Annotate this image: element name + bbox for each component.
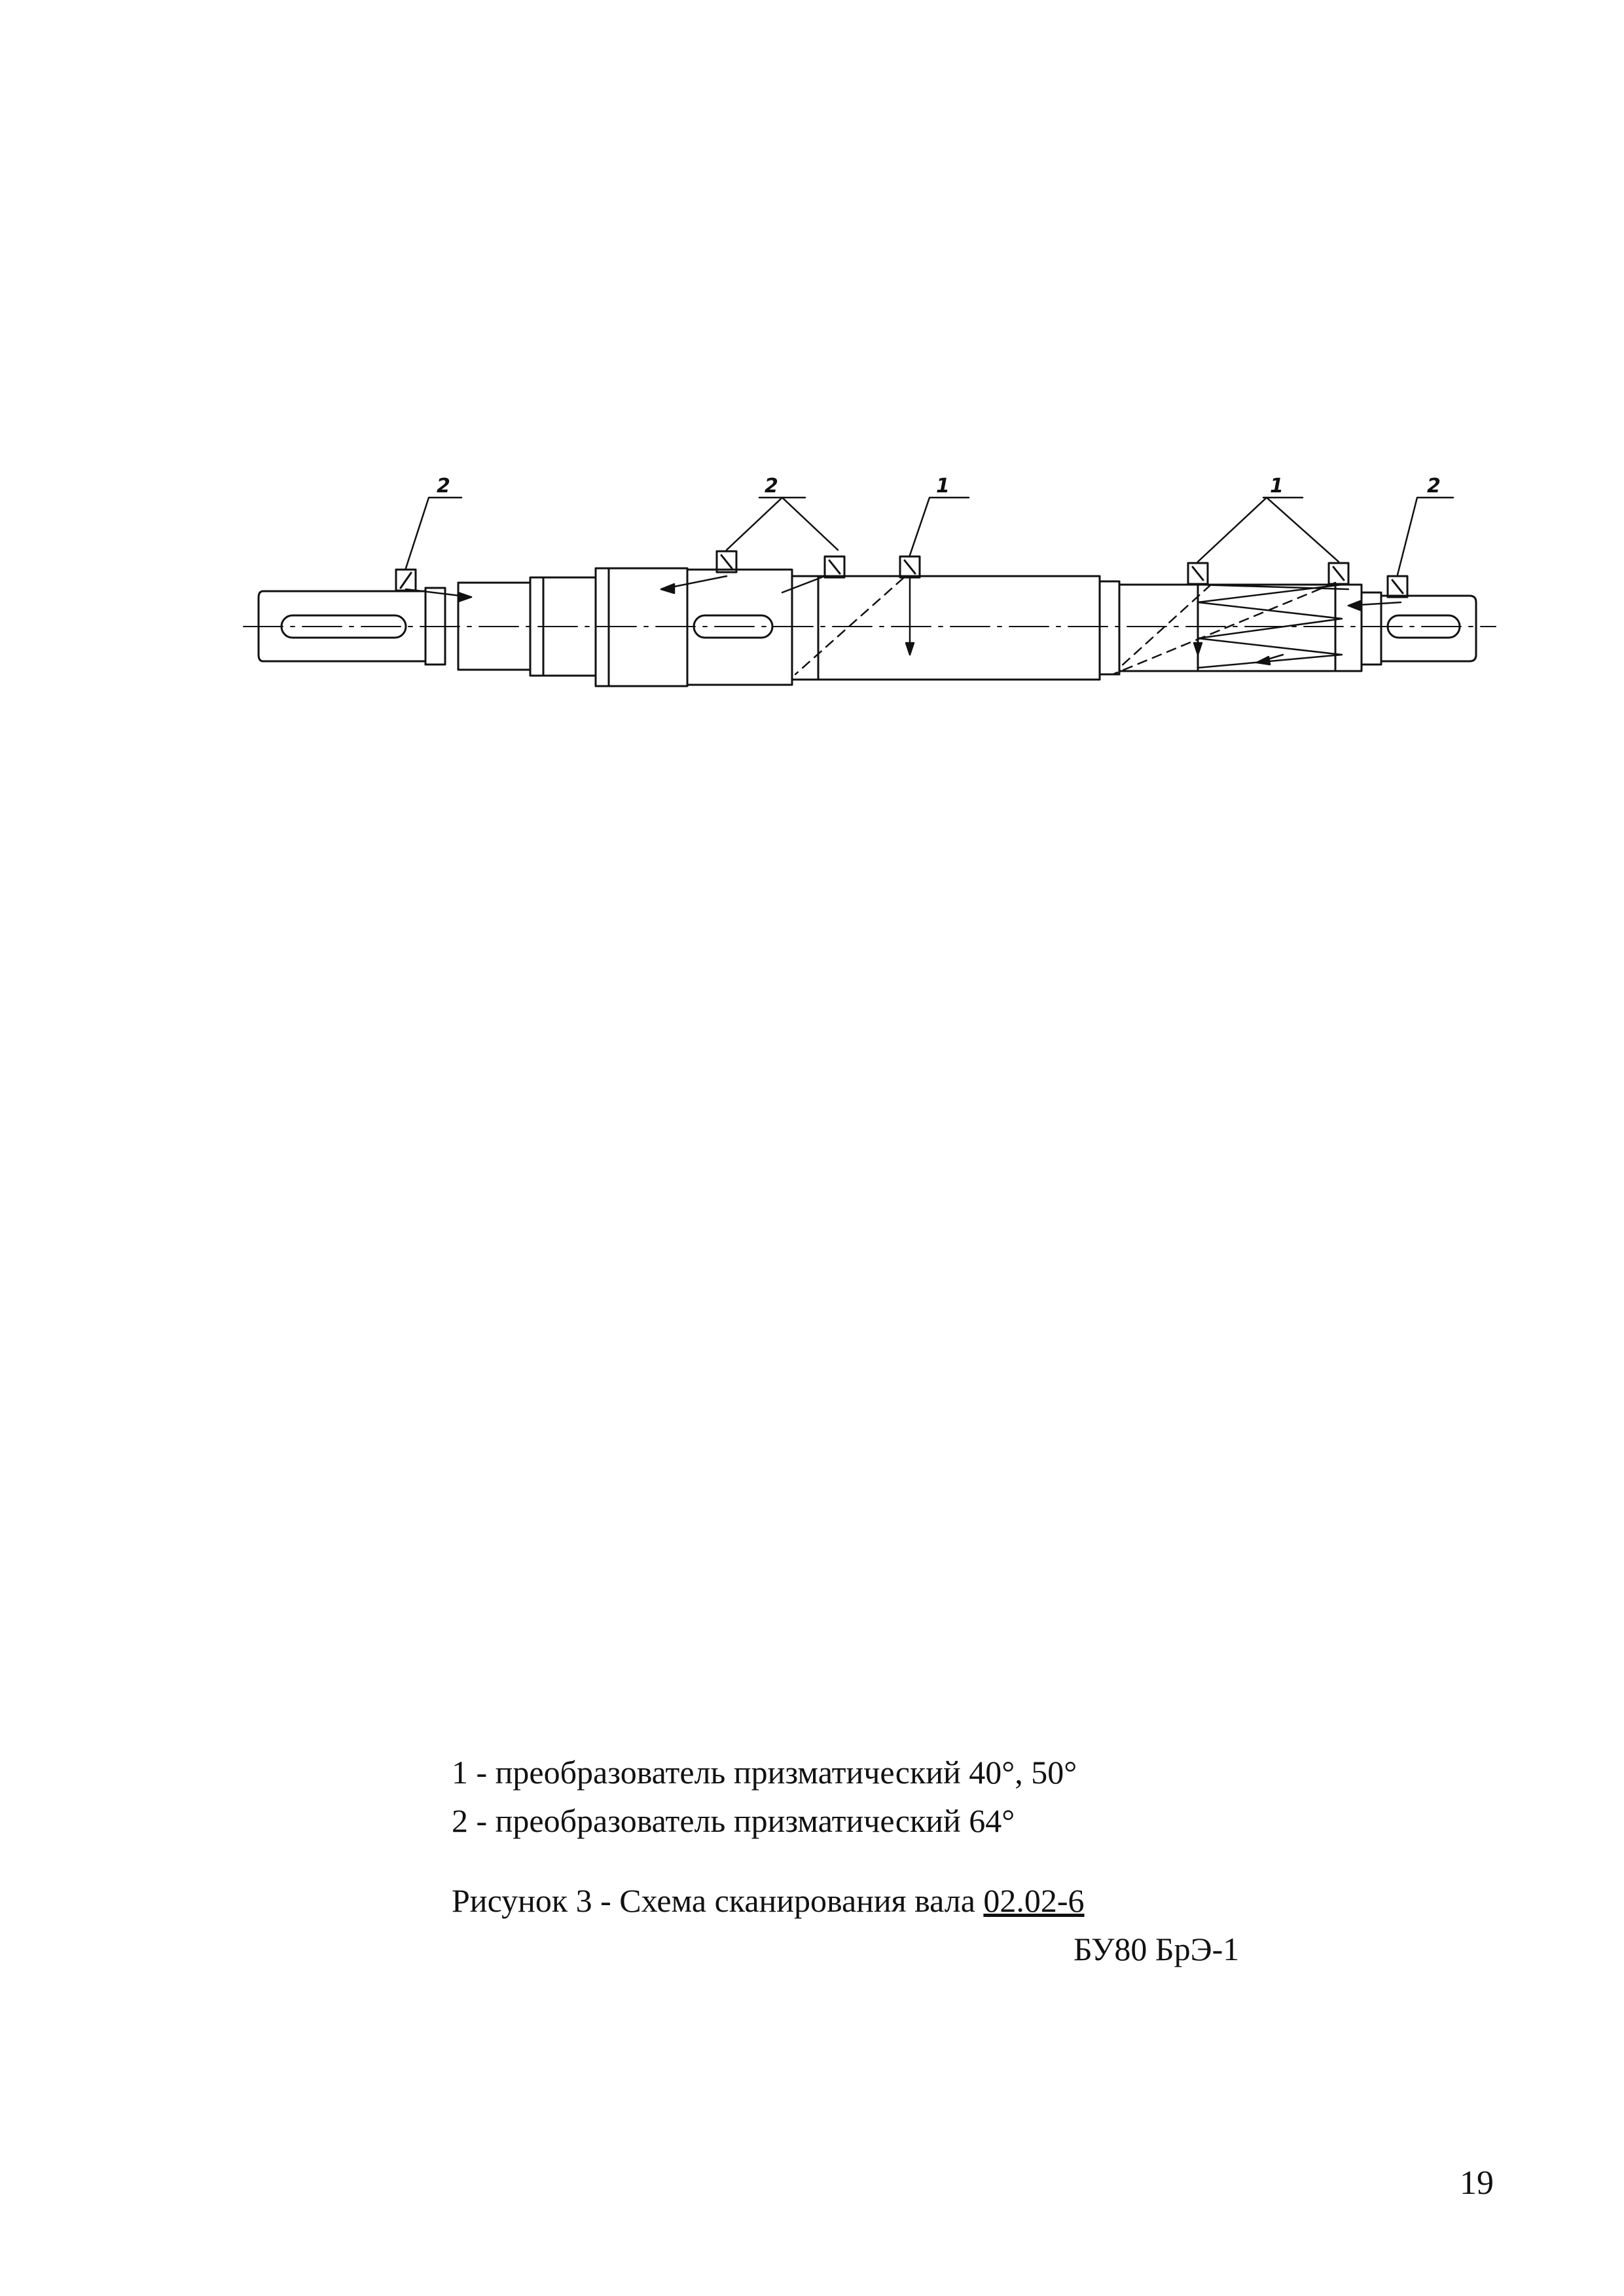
callout-right-probe-2: 2 — [1427, 475, 1441, 498]
callout-left-probe-2: 2 — [437, 475, 450, 498]
legend-item-1: 1 - преобразователь призматический 40°, 50° — [452, 1754, 1077, 1791]
figure-caption-prefix: Рисунок 3 - Схема сканирования вала — [452, 1882, 984, 1919]
shaft-right-end — [1381, 596, 1476, 661]
callout-mid-probes-2: 2 — [765, 475, 778, 498]
shaft-main-body — [792, 576, 1119, 680]
figure-subcode: БУ80 БрЭ-1 — [1074, 1931, 1240, 1967]
legend-item-2: 2 - преобразователь призматический 64° — [452, 1802, 1015, 1839]
shaft-right-spline — [1119, 585, 1381, 671]
transducer-probes — [396, 551, 1407, 597]
figure-caption — [452, 1876, 1085, 1925]
drawing-legend — [452, 1748, 1077, 1845]
figure-caption-code: 02.02-6 — [983, 1882, 1085, 1919]
callout-mid-probe-1: 1 — [936, 475, 950, 498]
page-number: 19 — [1460, 2164, 1494, 2202]
callout-leaders — [406, 498, 1453, 575]
callout-right-probes-1: 1 — [1270, 475, 1284, 498]
scan-rays — [406, 576, 1401, 668]
